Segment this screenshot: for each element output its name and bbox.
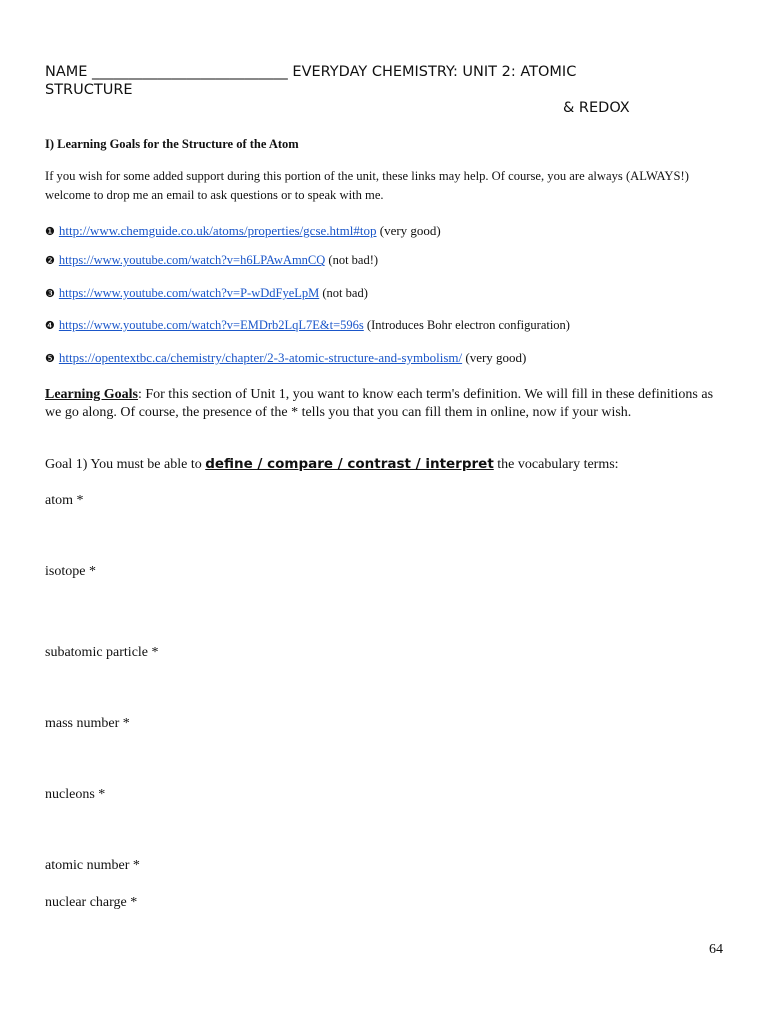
bullet-number-icon: ❶ (45, 225, 55, 238)
goal-1-prefix: Goal 1) You must be able to (45, 457, 206, 472)
term-nucleons: nucleons * (45, 787, 106, 802)
learning-goals-paragraph (45, 386, 715, 422)
term-nuclear-charge: nuclear charge * (45, 895, 138, 910)
resource-link[interactable]: http://www.chemguide.co.uk/atoms/properties/gcse.html#top (58, 223, 377, 238)
resource-link-row-4 (45, 318, 570, 333)
goal-1 (45, 456, 619, 473)
page-number: 64 (709, 942, 723, 957)
resource-link[interactable]: https://www.youtube.com/watch?v=EMDrb2LqL7E&t=596s (58, 318, 364, 332)
bullet-number-icon: ❺ (45, 352, 55, 365)
resource-link[interactable]: https://www.youtube.com/watch?v=P-wDdFyeLpM (58, 286, 320, 300)
header-title-continuation: STRUCTURE (45, 82, 133, 98)
resource-link-row-2 (45, 253, 378, 268)
term-subatomic-particle: subatomic particle * (45, 645, 159, 660)
bullet-number-icon: ❹ (45, 319, 55, 332)
term-mass-number: mass number * (45, 716, 130, 731)
resource-link[interactable]: https://www.youtube.com/watch?v=h6LPAwAmnCQ (58, 253, 326, 267)
header-name-and-title: NAME ___________________________ EVERYDAY CHEMISTRY: UNIT 2: ATOMIC (45, 64, 577, 80)
link-note: (very good) (462, 350, 527, 365)
goal-1-verbs: define / compare / contrast / interpret (205, 456, 494, 472)
term-isotope: isotope * (45, 564, 96, 579)
header-subtitle: & REDOX (563, 100, 630, 116)
link-note: (very good) (376, 223, 441, 238)
resource-link-row-3 (45, 286, 368, 301)
learning-goals-label: Learning Goals (45, 387, 138, 402)
link-note: (not bad) (319, 286, 368, 300)
link-note: (Introduces Bohr electron configuration) (363, 318, 570, 332)
learning-goals-text: : For this section of Unit 1, you want to know each term's definition. We will fill in these definitions as we go along. Of course, the presence of the * tells you that you can fill them in online, now if your wish. (45, 387, 714, 420)
resource-link-row-1 (45, 223, 441, 239)
term-atomic-number: atomic number * (45, 858, 140, 873)
bullet-number-icon: ❸ (45, 287, 55, 300)
link-note: (not bad!) (325, 253, 379, 267)
resource-link[interactable]: https://opentextbc.ca/chemistry/chapter/2-3-atomic-structure-and-symbolism/ (58, 350, 463, 365)
resource-link-row-5 (45, 350, 526, 366)
intro-paragraph: If you wish for some added support during this portion of the unit, these links may help. Of course, you are always (ALWAYS!) welcome to drop me an email to ask questions or to speak with me. (45, 169, 689, 202)
section-heading: I) Learning Goals for the Structure of the Atom (45, 137, 299, 151)
term-atom: atom * (45, 493, 84, 508)
bullet-number-icon: ❷ (45, 254, 55, 267)
goal-1-suffix: the vocabulary terms: (493, 457, 619, 472)
